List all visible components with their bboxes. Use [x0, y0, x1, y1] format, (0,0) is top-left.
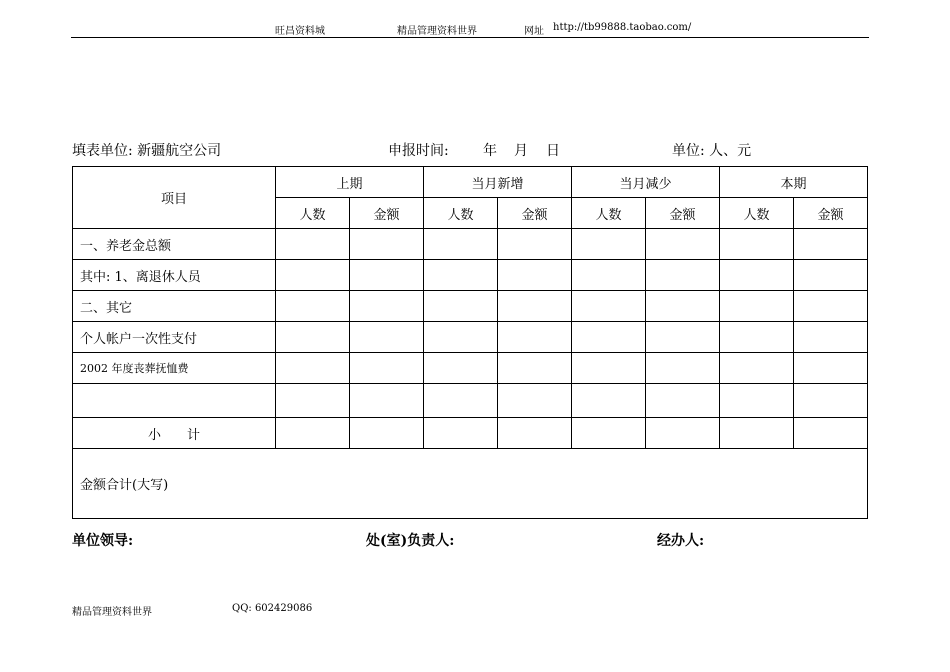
signature-handler: 经办人:	[657, 533, 705, 549]
data-cell[interactable]	[572, 229, 646, 260]
footer-world: 精品管理资料世界	[72, 607, 152, 618]
header-shop: 旺昌资料城	[275, 26, 325, 37]
reporting-unit: 填表单位: 新疆航空公司	[72, 143, 222, 159]
header-divider	[71, 37, 869, 38]
row-label: 个人帐户一次性支付	[73, 322, 276, 353]
header-world: 精品管理资料世界	[397, 26, 477, 37]
data-cell[interactable]	[794, 291, 868, 322]
table-row	[73, 229, 868, 260]
data-cell[interactable]	[276, 229, 350, 260]
data-cell[interactable]	[424, 260, 498, 291]
sub-header-amount: 金额	[350, 198, 424, 229]
data-cell[interactable]	[720, 418, 794, 449]
data-cell[interactable]	[498, 353, 572, 384]
data-cell[interactable]	[424, 418, 498, 449]
data-cell[interactable]	[350, 260, 424, 291]
sub-header-people: 人数	[424, 198, 498, 229]
sub-header-amount: 金额	[646, 198, 720, 229]
data-cell[interactable]	[720, 353, 794, 384]
data-cell[interactable]	[646, 260, 720, 291]
data-cell[interactable]	[572, 384, 646, 418]
data-cell[interactable]	[498, 260, 572, 291]
data-cell[interactable]	[572, 353, 646, 384]
signature-dept-head: 处(室)负责人:	[366, 533, 455, 549]
data-cell[interactable]	[720, 260, 794, 291]
data-cell[interactable]	[424, 291, 498, 322]
report-day-label: 日	[546, 143, 560, 159]
total-amount-label[interactable]: 金额合计(大写)	[73, 449, 868, 519]
data-cell[interactable]	[424, 384, 498, 418]
table-row	[73, 322, 868, 353]
data-cell[interactable]	[646, 291, 720, 322]
row-label: 二、其它	[73, 291, 276, 322]
data-cell[interactable]	[498, 384, 572, 418]
sub-header-people: 人数	[572, 198, 646, 229]
data-cell[interactable]	[424, 229, 498, 260]
data-cell[interactable]	[646, 322, 720, 353]
report-month-label: 月	[514, 143, 528, 159]
data-cell[interactable]	[498, 229, 572, 260]
data-cell[interactable]	[276, 384, 350, 418]
data-cell[interactable]	[350, 384, 424, 418]
item-header: 项目	[73, 167, 276, 229]
data-cell[interactable]	[794, 418, 868, 449]
data-cell[interactable]	[350, 322, 424, 353]
data-cell[interactable]	[424, 322, 498, 353]
table-row	[73, 260, 868, 291]
data-cell[interactable]	[794, 229, 868, 260]
sub-header-people: 人数	[276, 198, 350, 229]
data-cell[interactable]	[720, 291, 794, 322]
data-cell[interactable]	[572, 260, 646, 291]
row-label: 2002 年度丧葬抚恤费	[73, 353, 276, 384]
subtotal-row	[73, 418, 868, 449]
data-cell[interactable]	[720, 322, 794, 353]
data-cell[interactable]	[794, 322, 868, 353]
data-cell[interactable]	[498, 322, 572, 353]
units-label: 单位: 人、元	[672, 143, 752, 159]
data-cell[interactable]	[794, 353, 868, 384]
report-year-label: 年	[483, 143, 497, 159]
data-cell[interactable]	[498, 291, 572, 322]
header-url[interactable]: http://tb99888.taobao.com/	[553, 22, 692, 33]
report-time-label: 申报时间:	[388, 143, 449, 159]
row-label: 一、养老金总额	[73, 229, 276, 260]
data-cell[interactable]	[720, 229, 794, 260]
data-cell[interactable]	[276, 353, 350, 384]
data-cell[interactable]	[350, 229, 424, 260]
footer-qq: QQ: 602429086	[232, 603, 313, 614]
group-header-current: 本期	[720, 167, 868, 198]
data-cell[interactable]	[350, 291, 424, 322]
data-cell[interactable]	[350, 418, 424, 449]
table-row	[73, 384, 868, 418]
data-cell[interactable]	[646, 229, 720, 260]
data-cell[interactable]	[276, 291, 350, 322]
group-header-month-added: 当月新增	[424, 167, 572, 198]
signature-leader: 单位领导:	[72, 533, 134, 549]
table-row	[73, 291, 868, 322]
header-url-label: 网址	[524, 26, 544, 37]
data-cell[interactable]	[794, 384, 868, 418]
data-cell[interactable]	[794, 260, 868, 291]
group-header-previous: 上期	[276, 167, 424, 198]
data-cell[interactable]	[350, 353, 424, 384]
row-label	[73, 384, 276, 418]
data-cell[interactable]	[572, 322, 646, 353]
data-cell[interactable]	[424, 353, 498, 384]
pension-report-table	[72, 166, 868, 519]
row-label: 其中: 1、离退休人员	[73, 260, 276, 291]
data-cell[interactable]	[572, 418, 646, 449]
sub-header-people: 人数	[720, 198, 794, 229]
data-cell[interactable]	[276, 322, 350, 353]
sub-header-amount: 金额	[794, 198, 868, 229]
data-cell[interactable]	[572, 291, 646, 322]
data-cell[interactable]	[646, 353, 720, 384]
table-row	[73, 353, 868, 384]
group-header-month-reduced: 当月减少	[572, 167, 720, 198]
total-row	[73, 449, 868, 519]
data-cell[interactable]	[646, 418, 720, 449]
sub-header-amount: 金额	[498, 198, 572, 229]
data-cell[interactable]	[720, 384, 794, 418]
data-cell[interactable]	[498, 418, 572, 449]
data-cell[interactable]	[276, 418, 350, 449]
subtotal-label: 小 计	[73, 418, 276, 449]
data-cell[interactable]	[646, 384, 720, 418]
data-cell[interactable]	[276, 260, 350, 291]
